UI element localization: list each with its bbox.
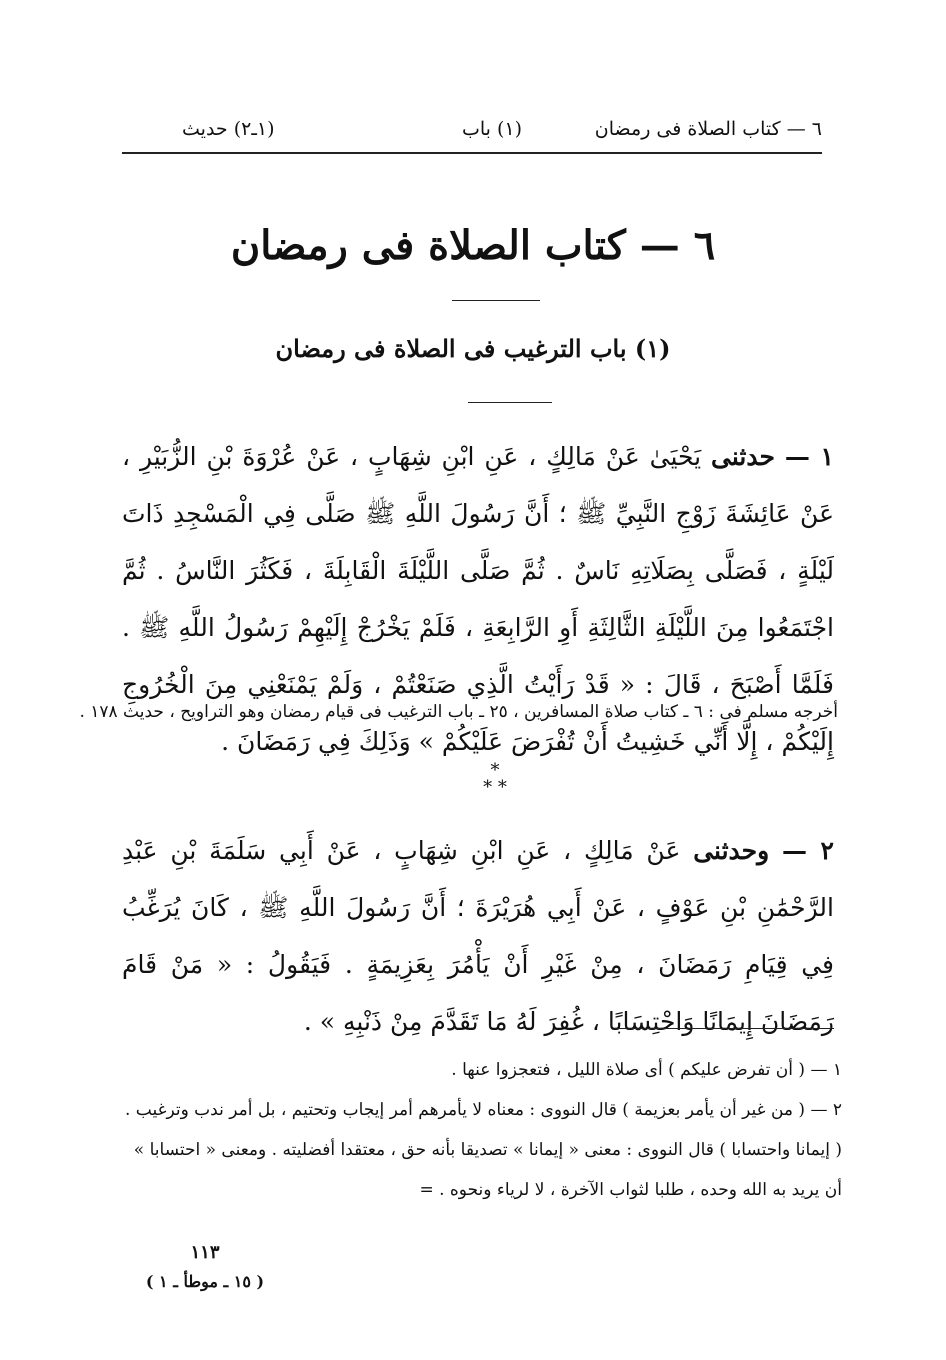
header-rule: [122, 152, 822, 154]
running-header-hadith-range: (١ـ٢) حديث: [182, 118, 275, 140]
running-header-book: ٦ — كتاب الصلاة فى رمضان: [594, 118, 822, 140]
footnote-3: ( إيمانا واحتسابا ) قال النووى : معنى « إيمانا » تصديقا بأنه حق ، معتقدا أفضليته . ومعنى « احتسابا »: [133, 1140, 842, 1160]
running-header-bab: (١) باب: [461, 118, 522, 140]
page-number: ١١٣: [190, 1242, 220, 1263]
footnote-1: ١ — ( أن تفرض عليكم ) أى صلاة الليل ، فتعجزوا عنها .: [451, 1060, 842, 1080]
footnotes: [122, 1050, 842, 1210]
hadith-1-number: ١ —: [784, 442, 834, 471]
hadith-2: [122, 822, 834, 1050]
running-header: [122, 112, 822, 152]
title-divider: [452, 300, 540, 301]
hadith-2-text: عَنْ مَالِكٍ ، عَنِ ابْنِ شِهَابٍ ، عَنْ أَبِي سَلَمَةَ بْنِ عَبْدِ الرَّحْمَٰنِ بْنِ عَوْفٍ ، عَنْ أَبِي هُرَيْرَةَ ؛ أَنَّ رَسُولَ اللَّهِ ﷺ ، كَانَ يُرَغِّبُ فِي قِيَامِ رَمَضَانَ ، مِنْ غَيْرِ أَنْ يَأْمُرَ بِعَزِيمَةٍ . فَيَقُولُ : « مَنْ قَامَ رَمَضَانَ إِيمَانًا وَاحْتِسَابًا ، غُفِرَ لَهُ مَا تَقَدَّمَ مِنْ ذَنْبِهِ » .: [122, 836, 834, 1036]
hadith-2-number: ٢ —: [781, 836, 834, 865]
section-separator: * * *: [483, 760, 507, 798]
hadith-2-lead: وحدثنى: [693, 836, 770, 865]
hadith-1-text: يَحْيَىٰ عَنْ مَالِكٍ ، عَنِ ابْنِ شِهَابٍ ، عَنْ عُرْوَةَ بْنِ الزُّبَيْرِ ، عَنْ عَائِشَةَ زَوْجِ النَّبِيِّ ﷺ ؛ أَنَّ رَسُولَ اللَّهِ ﷺ صَلَّى فِي الْمَسْجِدِ ذَاتَ لَيْلَةٍ ، فَصَلَّى بِصَلَاتِهِ نَاسٌ . ثُمَّ صَلَّى اللَّيْلَةَ الْقَابِلَةَ ، فَكَثُرَ النَّاسُ . ثُمَّ اجْتَمَعُوا مِنَ اللَّيْلَةِ الثَّالِثَةِ أَوِ الرَّابِعَةِ ، فَلَمْ يَخْرُجْ إِلَيْهِمْ رَسُولُ اللَّهِ ﷺ . فَلَمَّا أَصْبَحَ ، قَالَ : « قَدْ رَأَيْتُ الَّذِي صَنَعْتُمْ ، وَلَمْ يَمْنَعْنِي مِنَ الْخُرُوجِ إِلَيْكُمْ ، إِلَّا أَنِّي خَشِيتُ أَنْ تُفْرَضَ عَلَيْكُمْ » وَذَلِكَ فِي رَمَضَانَ .: [122, 442, 834, 756]
footnote-rule: [614, 1028, 834, 1029]
takhrij-note: أخرجه مسلم فى : ٦ ـ كتاب صلاة المسافرين ، ٢٥ ـ باب الترغيب فى قيام رمضان وهو التراويح ، حديث ١٧٨ .: [79, 702, 838, 722]
chapter-title: (١) باب الترغيب فى الصلاة فى رمضان: [275, 334, 671, 363]
footnote-2: ٢ — ( من غير أن يأمر بعزيمة ) قال النووى : معناه لا يأمرهم أمر إيجاب وتحتيم ، بل أمر ندب وترغيب .: [124, 1100, 842, 1120]
book-title: ٦ — كتاب الصلاة فى رمضان: [230, 222, 716, 269]
printer-signature: ( ١٥ ـ موطأ ـ ١ ): [145, 1272, 265, 1291]
footnote-4: أن يريد به الله وحده ، طلبا لثواب الآخرة ، لا لرياء ونحوه . =: [419, 1180, 842, 1200]
chapter-divider: [468, 402, 552, 403]
hadith-1-lead: حدثنى: [711, 442, 775, 471]
